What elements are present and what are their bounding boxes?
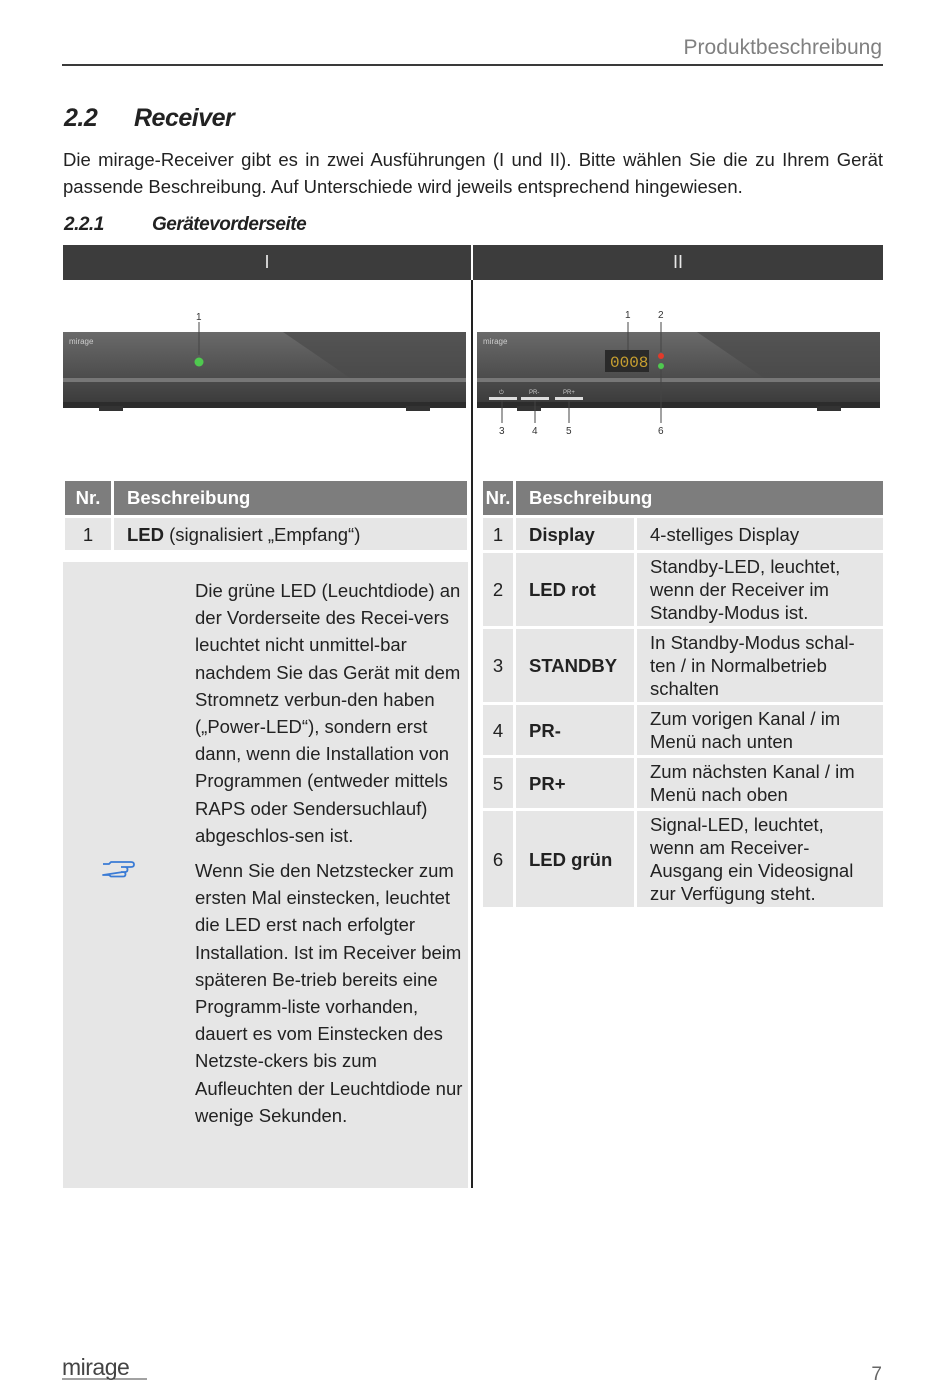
receiver-i-brand: mirage — [69, 337, 94, 346]
row-term: LED grün — [516, 811, 634, 907]
row-desc: 4-stelliges Display — [637, 518, 883, 550]
pointing-hand-icon — [101, 858, 137, 880]
receiver-ii-image — [477, 300, 882, 440]
row-desc — [114, 518, 467, 550]
receiver-i-image — [63, 300, 468, 415]
callout-1: 1 — [625, 310, 631, 321]
standby-button-label: ⏻ — [499, 390, 504, 396]
section-number: 2.2 — [64, 104, 98, 132]
callout-6: 6 — [658, 426, 664, 437]
section-heading — [64, 104, 234, 133]
note-paragraph-2: Wenn Sie den Netzstecker zum ersten Mal einstecken, leuchtet die LED erst nach erfolgter Installation. Ist im Receiver beim späteren Be-trieb bereits eine Programm-liste vorhanden, dauert es vom Einstecken des Netzste-ckers bis zum Aufleuchten der Leuchtdiode nur wenige Sekunden. — [195, 860, 463, 1126]
pr-plus-button-label: PR+ — [563, 390, 575, 396]
footer-logo-text: mirage — [62, 1356, 130, 1380]
header-rule — [62, 64, 883, 66]
table-row — [483, 758, 883, 808]
table-row — [483, 705, 883, 755]
column-header-i: I — [63, 245, 471, 280]
row-term: PR+ — [516, 758, 634, 808]
callout-1: 1 — [196, 312, 202, 323]
footer-logo — [62, 1356, 152, 1387]
table-row — [483, 629, 883, 702]
running-header: Produktbeschreibung — [683, 36, 882, 59]
row-nr: 3 — [483, 629, 513, 702]
row-nr: 4 — [483, 705, 513, 755]
subsection-title: Gerätevorderseite — [152, 214, 307, 235]
pr-minus-button-label: PR- — [529, 390, 540, 396]
row-nr: 2 — [483, 553, 513, 626]
row-desc: Zum nächsten Kanal / im Menü nach oben — [637, 758, 883, 808]
subsection-heading — [64, 214, 306, 236]
row-nr: 1 — [483, 518, 513, 550]
table-right-header-nr: Nr. — [483, 481, 513, 515]
table-row — [483, 518, 883, 550]
row-desc-text: (signalisiert „Empfang“) — [164, 523, 361, 545]
table-right-header-desc: Beschreibung — [516, 481, 883, 515]
row-term: PR- — [516, 705, 634, 755]
note-text — [195, 577, 463, 1137]
note-box — [63, 562, 468, 1188]
page-number: 7 — [871, 1364, 882, 1385]
callout-5: 5 — [566, 426, 572, 437]
receiver-ii-brand: mirage — [483, 337, 508, 346]
row-desc: In Standby-Modus schal-ten / in Normalbetrieb schalten — [637, 629, 883, 702]
table-left-header-nr: Nr. — [65, 481, 111, 515]
row-desc: Standby-LED, leuchtet, wenn der Receiver im Standby-Modus ist. — [637, 553, 883, 626]
callout-2: 2 — [658, 310, 664, 321]
row-term: LED — [127, 523, 164, 545]
table-row — [483, 553, 883, 626]
column-header-ii: II — [473, 245, 883, 280]
display-readout: 0008 — [610, 354, 649, 372]
callout-4: 4 — [532, 426, 538, 437]
note-paragraph-1: Die grüne LED (Leuchtdiode) an der Vorderseite des Recei-vers leuchtet nicht unmittel-bar nachdem Sie das Gerät mit dem Stromnetz verbun-den haben („Power-LED“), sondern erst dann, wenn die Installation von Programmen (entweder mittels RAPS oder Sendersuchlauf) abgeschlos-sen ist. — [195, 580, 461, 846]
row-term: STANDBY — [516, 629, 634, 702]
row-nr: 6 — [483, 811, 513, 907]
table-left-header-desc: Beschreibung — [114, 481, 467, 515]
column-divider — [471, 280, 473, 1188]
table-row — [483, 811, 883, 907]
subsection-number: 2.2.1 — [64, 214, 104, 235]
section-title: Receiver — [134, 104, 235, 132]
row-term: Display — [516, 518, 634, 550]
row-nr: 1 — [65, 518, 111, 550]
table-left — [62, 478, 470, 553]
row-nr: 5 — [483, 758, 513, 808]
row-desc: Signal-LED, leuchtet, wenn am Receiver-Ausgang ein Videosignal zur Verfügung steht. — [637, 811, 883, 907]
intro-paragraph: Die mirage-Receiver gibt es in zwei Ausführungen (I und II). Bitte wählen Sie die zu Ihrem Gerät passende Beschreibung. Auf Unterschiede wird jeweils entsprechend hingewiesen. — [63, 149, 883, 197]
row-desc: Zum vorigen Kanal / im Menü nach unten — [637, 705, 883, 755]
row-term: LED rot — [516, 553, 634, 626]
table-row — [65, 518, 467, 550]
table-right — [480, 478, 886, 910]
callout-3: 3 — [499, 426, 505, 437]
